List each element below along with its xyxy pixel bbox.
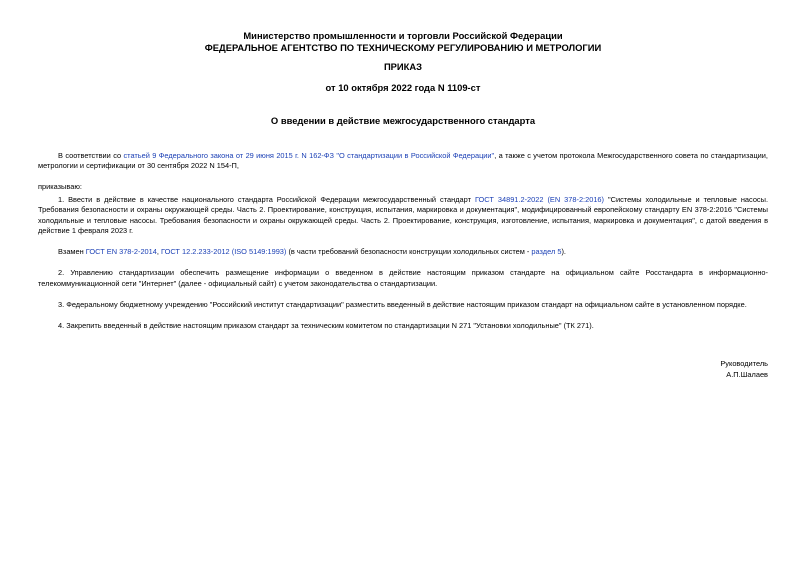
ministry-name: Министерство промышленности и торговли Российской Федерации — [243, 30, 563, 41]
document-date-number: от 10 октября 2022 года N 1109-ст — [325, 81, 481, 93]
item-1-prefix: 1. Ввести в действие в качестве национального стандарта Российской Федерации межгосударственный стандарт — [58, 194, 475, 204]
link-gost-en-378-2-2014[interactable]: ГОСТ EN 378-2-2014 — [85, 247, 157, 256]
order-word: приказываю: — [38, 182, 82, 191]
intro-prefix: В соответствии со — [58, 150, 124, 160]
signature-position: Руководитель — [720, 359, 768, 368]
item-4-paragraph: 4. Закрепить введенный в действие настоящим приказом стандарт за техническим комитетом по стандартизации N 271 "Установки холодильные" (ТК 271). — [58, 320, 594, 330]
link-en-378[interactable]: (EN 378-2:2016) — [547, 194, 605, 204]
replace-prefix: Взамен — [58, 247, 86, 256]
replace-separator: , — [156, 247, 161, 256]
document-type: ПРИКАЗ — [383, 61, 423, 72]
link-section-5[interactable]: раздел 5 — [531, 247, 562, 256]
link-federal-law[interactable]: статьей 9 Федерального закона от 29 июня 2015 г. N 162-ФЗ "О стандартизации в Российской Федерации" — [123, 150, 495, 160]
item-3-paragraph: 3. Федеральному бюджетному учреждению "Российский институт стандартизации" разместить введенный в действие настоящим приказом стандарт на официальном сайте в установленном порядке. — [58, 299, 747, 309]
item-1-suffix: "Системы холодильные и тепловые насосы. Требования безопасности и охраны окружающей среды. Часть 2. Проектирование, конструкция, испытания, маркировка и документация", модифицированный европейскому стандарту EN 378-2:2016 "Системы холодильные и тепловые насосы. Требования безопасности и охраны окружающей среды. Часть 2. Проектирование, конструкция, изготовление, испытания, маркировка и документация", с датой введения в действие 1 февраля 2023 г. — [38, 194, 768, 235]
intro-suffix: , а также с учетом протокола Межгосударственного совета по стандартизации, метрологии и сертификации от 30 сентября 2022 N 154-П, — [38, 150, 768, 170]
item-1-paragraph — [38, 195, 768, 237]
replace-suffix: ). — [561, 247, 566, 256]
agency-name: ФЕДЕРАЛЬНОЕ АГЕНТСТВО ПО ТЕХНИЧЕСКОМУ РЕГУЛИРОВАНИЮ И МЕТРОЛОГИИ — [204, 41, 602, 53]
document-page — [38, 30, 768, 380]
link-gost-34891[interactable]: ГОСТ 34891.2-2022 — [474, 194, 544, 204]
replace-middle: (в части требований безопасности конструкции холодильных систем - — [286, 247, 532, 256]
replace-paragraph — [38, 247, 768, 258]
link-gost-12-2-233[interactable]: ГОСТ 12.2.233-2012 — [161, 247, 230, 256]
link-iso-5149[interactable]: (ISO 5149:1993) — [231, 247, 287, 256]
intro-paragraph — [38, 151, 768, 172]
document-header — [38, 30, 768, 53]
signature-name: А.П.Шалаев — [726, 369, 768, 379]
item-2-paragraph: 2. Управлению стандартизации обеспечить размещение информации о введенном в действие настоящим приказом стандарте на официальном сайте Росстандарта в информационно-телекоммуникационной сети "Интернет" (далее - официальный сайт) с учетом законодательства о стандартизации. — [38, 268, 768, 288]
signature-block — [38, 359, 768, 380]
document-title: О введении в действие межгосударственного стандарта — [270, 115, 536, 126]
